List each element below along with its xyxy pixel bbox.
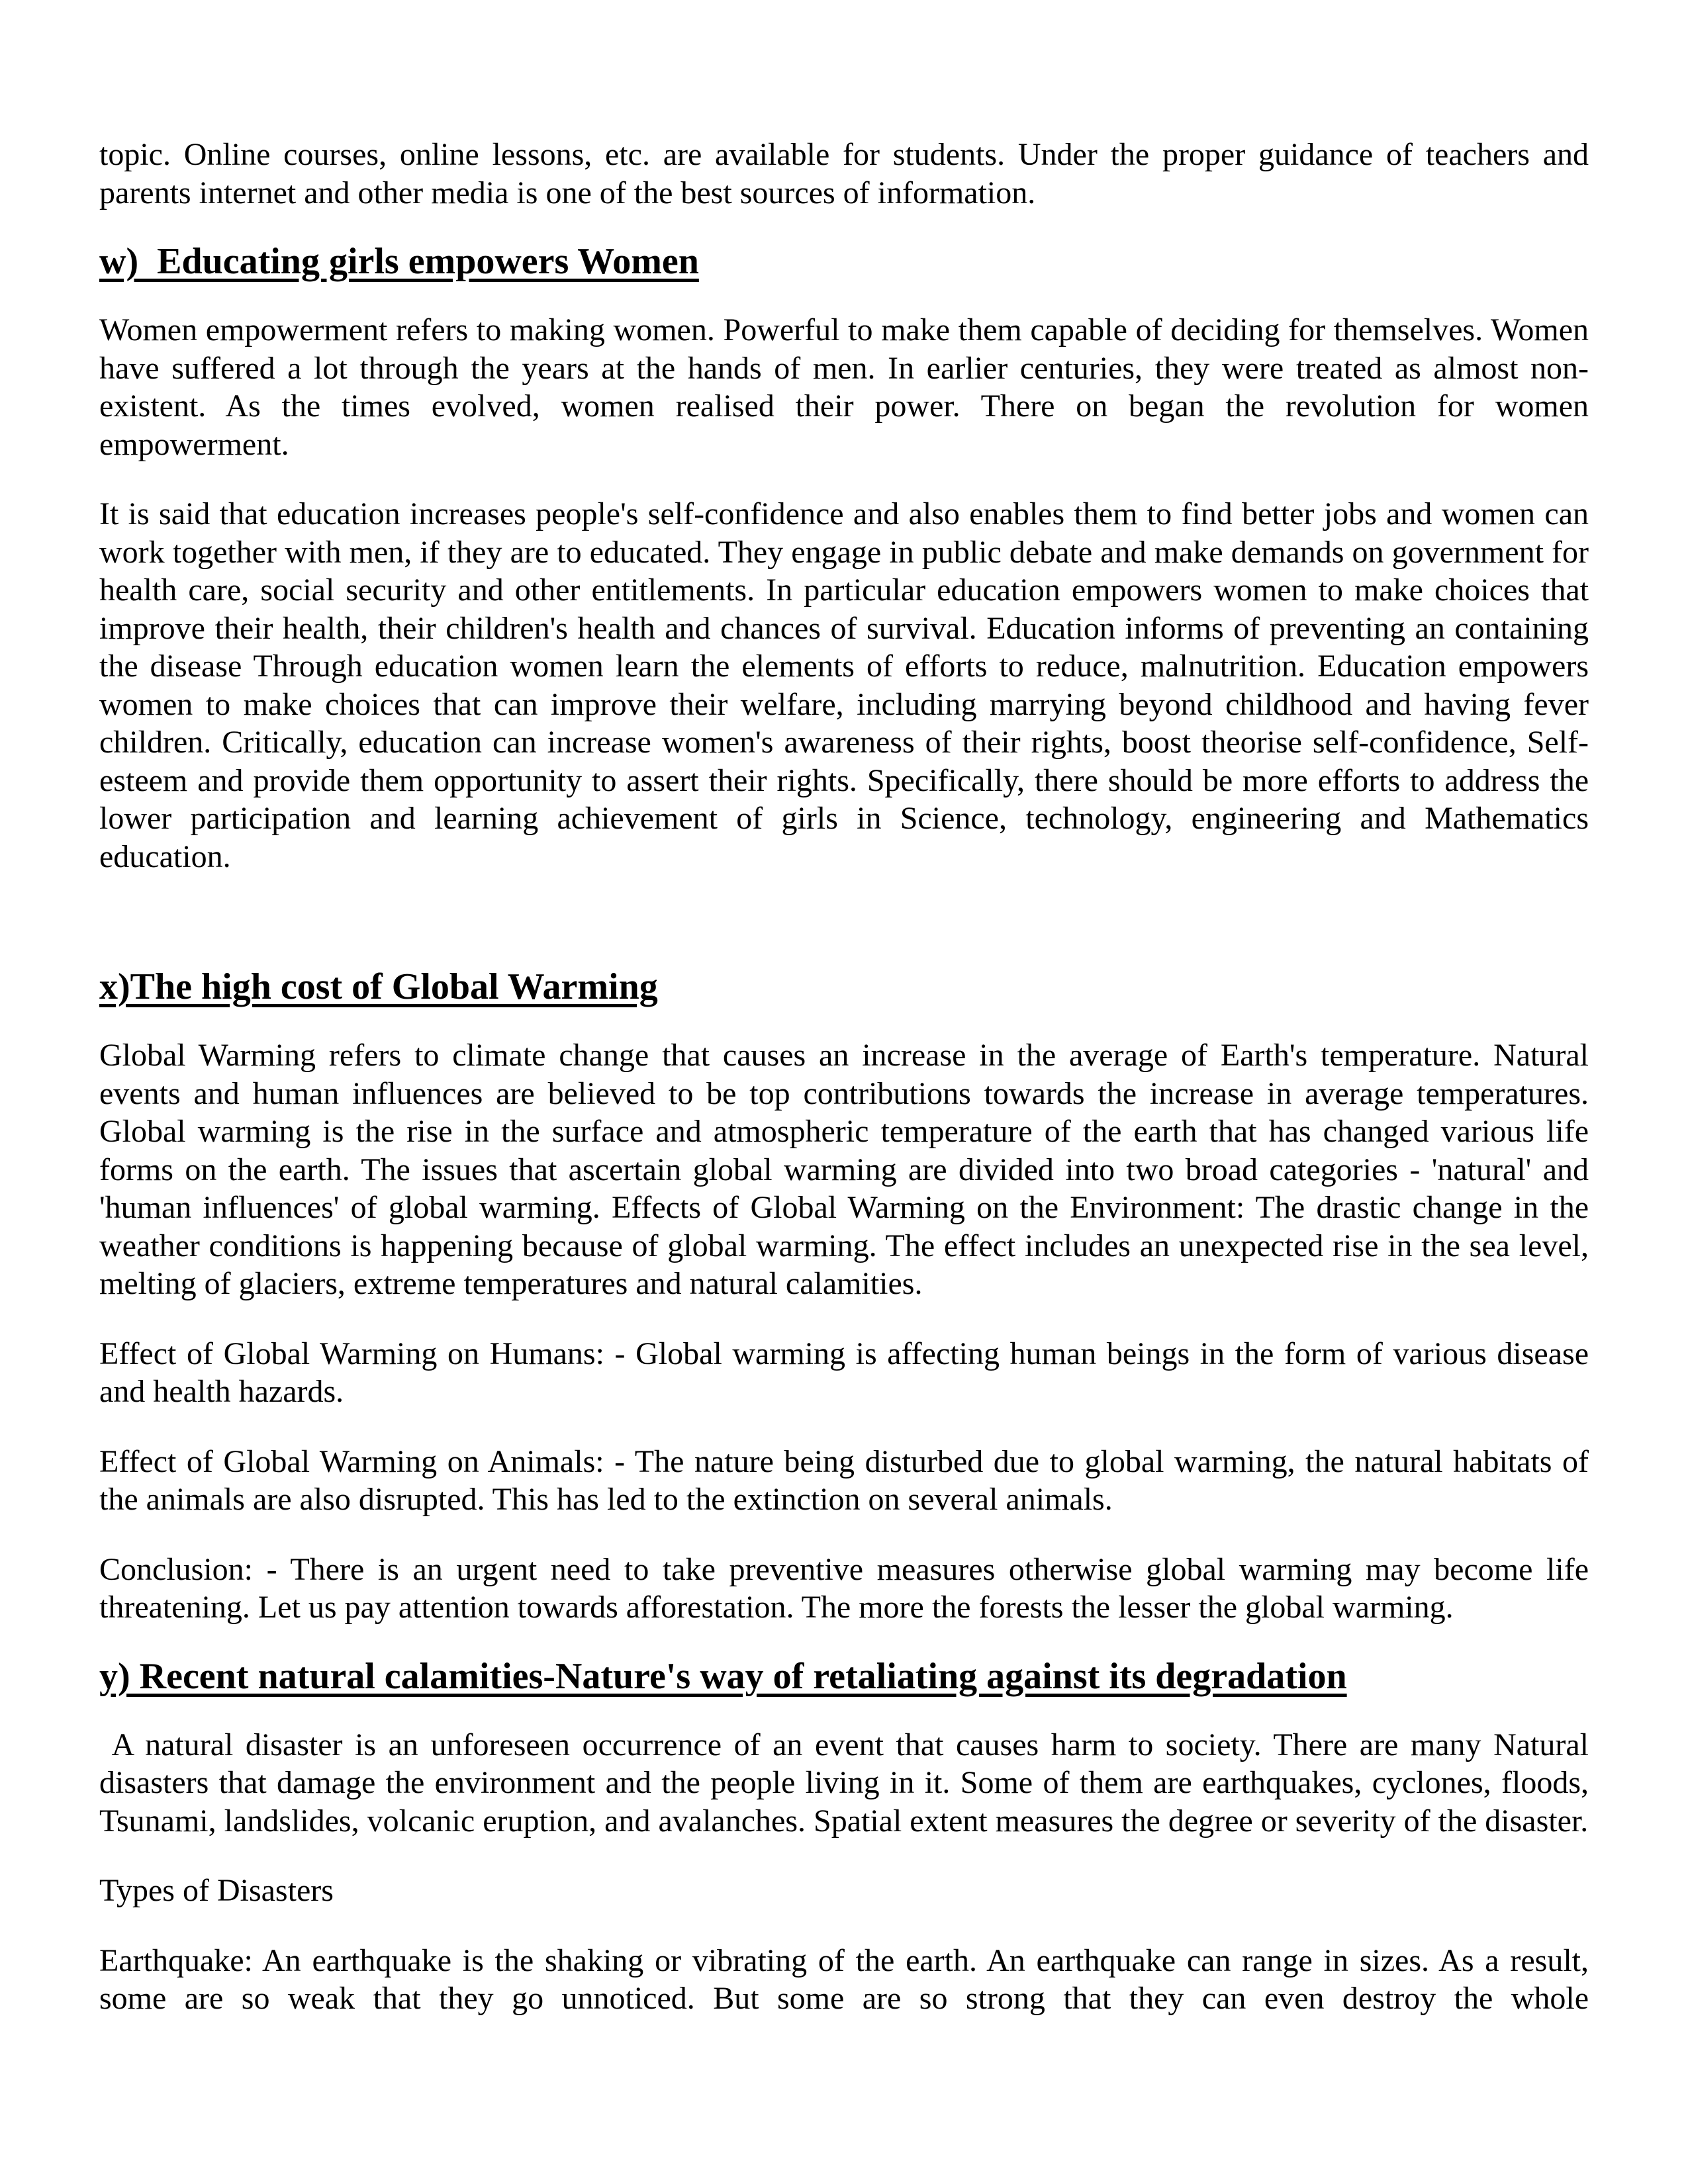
section-heading: w) Educating girls empowers Women: [99, 241, 699, 282]
paragraph: Global Warming refers to climate change that causes an increase in the average of Earth's temperature. Natural events and human influences are believed to be top contributions towards the increase in average temperatures. Global warming is the rise in the surface and atmospheric temperature of the earth that has changed various life forms on the earth. The issues that ascertain global warming are divided into two broad categories - 'natural' and 'human influences' of global warming. Effects of Global Warming on the Environment: The drastic change in the weather conditions is happening because of global warming. The effect includes an unexpected rise in the sea level, melting of glaciers, extreme temperatures and natural calamities.: [99, 1038, 1589, 1301]
paragraph: Women empowerment refers to making women. Powerful to make them capable of deciding for themselves. Women have suffered a lot through the years at the hands of men. In earlier centuries, they were treated as almost non-existent. As the times evolved, women realised their power. There on began the revolution for women empowerment.: [99, 312, 1589, 462]
intro-paragraph: topic. Online courses, online lessons, etc. are available for students. Under the proper guidance of teachers and parents internet and other media is one of the best sources of information.: [99, 137, 1589, 210]
spacer: [99, 1519, 1589, 1551]
spacer: [99, 1698, 1589, 1726]
document-page: [99, 136, 1597, 2018]
paragraph: Earthquake: An earthquake is the shaking or vibrating of the earth. An earthquake can range in sizes. As a result, some are so weak that they go unnoticed. But some are so strong that they can even destroy the whole: [99, 1942, 1589, 2016]
spacer: [99, 463, 1589, 495]
paragraph: Conclusion: - There is an urgent need to take preventive measures otherwise global warming may become life threatening. Let us pay attention towards afforestation. The more the forests the lesser the global warming.: [99, 1551, 1589, 1625]
spacer: [99, 1627, 1589, 1655]
paragraph: Effect of Global Warming on Animals: - The nature being disturbed due to global warming, the natural habitats of the animals are also disrupted. This has led to the extinction on several animals.: [99, 1443, 1589, 1517]
paragraph: A natural disaster is an unforeseen occurrence of an event that causes harm to society. There are many Natural disasters that damage the environment and the people living in it. Some of them are earthquakes, cyclones, floods, Tsunami, landslides, volcanic eruption, and avalanches. Spatial extent measures the degree or severity of the disaster.: [99, 1727, 1597, 1839]
spacer: [99, 1411, 1589, 1443]
subheading-types-of-disasters: Types of Disasters: [99, 1873, 334, 1908]
spacer: [99, 1009, 1589, 1036]
section-heading: x)The high cost of Global Warming: [99, 966, 658, 1007]
spacer: [99, 212, 1589, 240]
section-natural-calamities: [99, 1655, 1597, 2018]
spacer: [99, 876, 1589, 965]
paragraph: Effect of Global Warming on Humans: - Global warming is affecting human beings in the form of various disease and health hazards.: [99, 1336, 1589, 1409]
spacer: [99, 1910, 1589, 1942]
section-educating-girls: [99, 240, 1589, 876]
section-heading: y) Recent natural calamities-Nature's way of retaliating against its degradation: [99, 1655, 1347, 1697]
spacer: [99, 1303, 1589, 1335]
section-global-warming: [99, 965, 1589, 1627]
paragraph: It is said that education increases people's self-confidence and also enables them to find better jobs and women can work together with men, if they are to educated. They engage in public debate and make demands on government for health care, social security and other entitlements. In particular education empowers women to make choices that improve their health, their children's health and chances of survival. Education informs of preventing an containing the disease Through education women learn the elements of efforts to reduce, malnutrition. Education empowers women to make choices that can improve their welfare, including marrying beyond childhood and having fever children. Critically, education can increase women's awareness of their rights, boost theorise self-confidence, Self-esteem and provide them opportunity to assert their rights. Specifically, there should be more efforts to address the lower participation and learning achievement of girls in Science, technology, engineering and Mathematics education.: [99, 496, 1589, 874]
spacer: [99, 1840, 1589, 1872]
spacer: [99, 283, 1589, 311]
